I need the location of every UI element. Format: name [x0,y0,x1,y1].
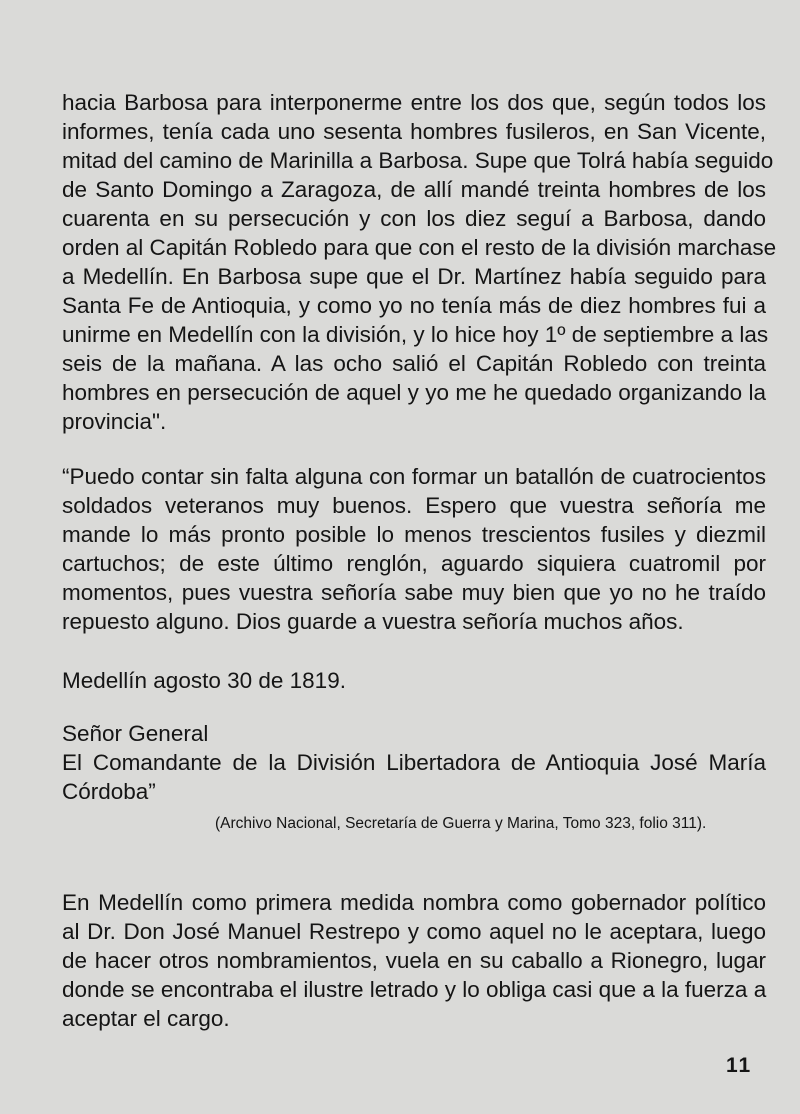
text-line: de Santo Domingo a Zaragoza, de allí mandé treinta hombres de los [62,177,766,202]
paragraph-text [62,462,766,636]
paragraph-text [62,88,777,436]
text-line: Señor General [62,721,209,746]
text-line: donde se encontraba el ilustre letrado y lo obliga casi que a la fuerza a [62,977,767,1002]
text-line: mitad del camino de Marinilla a Barbosa. Supe que Tolrá había seguido [62,148,774,173]
text-line: cuarenta en su persecución y con los diez seguí a Barbosa, dando [62,206,766,231]
text-line: El Comandante de la División Libertadora de Antioquia José María [62,750,766,775]
paragraph-letter-continuation [62,88,777,436]
text-line: de hacer otros nombramientos, vuela en su caballo a Rionegro, lugar [62,948,766,973]
text-line: seis de la mañana. A las ocho salió el Capitán Robledo con treinta [62,351,766,376]
paragraph-text [62,666,766,695]
text-line: informes, tenía cada uno sesenta hombres fusileros, en San Vicente, [62,119,766,144]
text-line: provincia". [62,409,167,434]
archive-citation: (Archivo Nacional, Secretaría de Guerra y Marina, Tomo 323, folio 311). [215,815,707,832]
text-line: cartuchos; de este último renglón, aguardo siquiera cuatromil por [62,551,766,576]
paragraph-text [62,719,766,806]
paragraph-narrative [62,888,766,1033]
paragraph-text [62,888,766,1033]
text-line: Santa Fe de Antioquia, y como yo no tenía más de diez hombres fui a [62,293,766,318]
text-line: momentos, pues vuestra señoría sabe muy bien que yo no he traído [62,580,766,605]
text-line: hombres en persecución de aquel y yo me he quedado organizando la [62,380,766,405]
text-line: En Medellín como primera medida nombra como gobernador político [62,890,766,915]
text-line: mande lo más pronto posible lo menos trescientos fusiles y diezmil [62,522,766,547]
text-line: Córdoba” [62,779,156,804]
paragraph-date [62,666,766,695]
text-line: aceptar el cargo. [62,1006,230,1031]
text-line: unirme en Medellín con la división, y lo hice hoy 1º de septiembre a las [62,322,769,347]
text-line: “Puedo contar sin falta alguna con formar un batallón de cuatrocientos [62,464,766,489]
text-line: orden al Capitán Robledo para que con el resto de la división marchase [62,235,777,260]
text-line: al Dr. Don José Manuel Restrepo y como aquel no le aceptara, luego [62,919,766,944]
text-line: Medellín agosto 30 de 1819. [62,668,346,693]
page-number: 11 [726,1054,753,1077]
text-line: hacia Barbosa para interponerme entre los dos que, según todos los [62,90,766,115]
paragraph-letter-request [62,462,766,636]
text-line: repuesto alguno. Dios guarde a vuestra señoría muchos años. [62,609,684,634]
text-line: soldados veteranos muy buenos. Espero que vuestra señoría me [62,493,766,518]
paragraph-signature [62,719,766,806]
text-line: a Medellín. En Barbosa supe que el Dr. Martínez había seguido para [62,264,766,289]
